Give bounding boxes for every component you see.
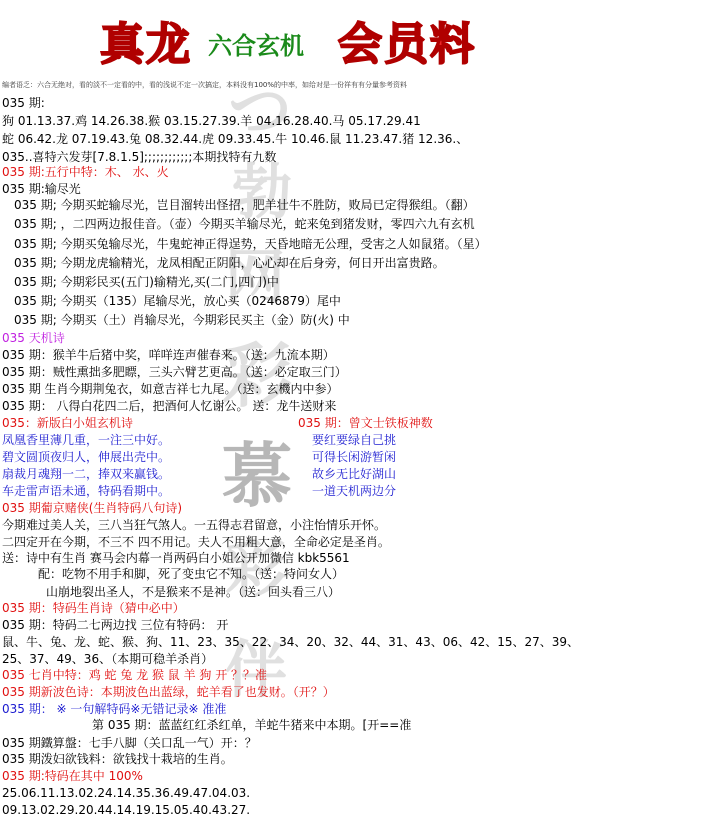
special-code-in-it-heading: 035 期:特码在其中 100% [2,769,143,783]
white-lady-poem-line-1: 凤凰香里薄几重，一注三中好。 [2,433,171,447]
zodiac-numbers-1: 狗 01.13.37.鸡 14.26.38.猴 03.15.27.39.羊 04.16.28.40.马 05.17.29.41 [2,114,421,128]
one-sentence-code-line: 第 035 期：蓝蓝红红杀红单，羊蛇牛猪来中本期。[开==准 [92,718,412,732]
white-lady-poem-heading: 035：新版白小姐玄机诗 [2,416,133,430]
special-tail-line: 035..喜特六发芽[7.8.1.5];;;;;;;;;;;;本期找特有九数 [2,150,277,164]
lose-all-line-7: 035 期; 今期买（土）肖输尽光，今期彩民买主（金）防(火) 中 [14,313,350,327]
white-lady-poem-line-2: 碧文圆顶夜归人，伸展出壳中。 [2,450,171,464]
tianji-poem-line-1: 035 期：猴羊牛后猪中奖，咩咩连声催春来。（送：九流本期） [2,348,335,362]
watermark-1: つ [228,74,292,149]
zeng-poem-line-3: 故乡无比好湖山 [312,467,397,481]
lose-all-line-2: 035 期; ，二四两边报佳音。（壶）今期买羊输尽光，蛇来兔到猪发财，零四六九有玄机 [14,217,475,231]
number-list-2: 09.13.02.29.20.44.14.19.15.05.40.43.27. [2,803,251,817]
five-elements-line: 035 期:五行中特：木、 水、火 [2,165,169,179]
zeng-poem-heading: 035 期：曾文士铁板神数 [298,416,433,430]
issue-label: 035 期: [2,96,45,110]
tianji-poem-heading: 035 天机诗 [2,331,65,345]
tianji-poem-line-3: 035 期 生肖今期荆兔衣，如意吉祥七九尾。（送：玄機内中参） [2,382,339,396]
macau-poem-line-1: 今期难过美人关，三八当狂气煞人。一五得志君留意，小注怡情乐开怀。 [2,518,387,532]
lose-all-heading: 035 期:输尽光 [2,182,81,196]
white-lady-poem-line-3: 扇裁月魂翔一二，捧双来赢钱。 [2,467,171,481]
macau-poem-line-5: 山崩地裂出圣人，不是猴来不是神。（送：回头看三八） [46,585,341,599]
lose-all-line-6: 035 期; 今期买（135）尾输尽光，放心买（0246879）尾中 [14,294,341,308]
zodiac-numbers-2: 蛇 06.42.龙 07.19.43.兔 08.32.44.虎 09.33.45.牛 10.46.鼠 11.23.47.猪 12.36.、 [2,132,469,146]
lose-all-line-1: 035 期; 今期买蛇输尽光，岂目溜转出怪招，肥羊壮牛不胜防，败局已定得猴组。（翻） [14,198,475,212]
zeng-poem-line-4: 一道天机两边分 [312,484,397,498]
watermark-6: 彩 [225,533,288,606]
special-code-poem-line-3: 25、37、49、36、（本期可稳羊杀肖） [2,652,214,666]
number-list-1: 25.06.11.13.02.24.14.35.36.49.47.04.03. [2,786,251,800]
macau-poem-line-2: 二四定开在今期，不三不 四不用记。夫人不用粗大意，全命必定是圣肖。 [2,535,390,549]
tianji-poem-line-4: 035 期： 八得白花四二后，把酒何人忆谢公。 送：龙牛送财来 [2,399,337,413]
wave-color-poem-line: 035 期新波色诗：本期波色出蓝绿，蛇羊看了也发财。（开？） [2,685,335,699]
macau-poem-line-3: 送：诗中有生肖 赛马会内幕一肖两码白小姐公开加微信 kbk5561 [2,551,350,565]
lose-all-line-5: 035 期; 今期彩民买(五门)输精光,买(二门,四门)中 [14,275,279,289]
macau-poem-line-4: 配：吃物不用手和脚，死了变虫它不知。（送：特问女人） [38,567,345,581]
watermark-4: 彩 [222,334,292,417]
watermark-7: 伴 [225,633,288,706]
title-middle: 六合玄机 [208,31,304,60]
watermark-5: 慕 [222,434,292,517]
seven-zodiac-line: 035 七肖中特：鸡 蛇 兔 龙 猴 鼠 羊 狗 开 ？？准 [2,668,268,682]
title-left: 真龙 [100,19,192,70]
white-lady-poem-line-4: 车走雷声语未通，特码看期中。 [2,484,171,498]
zeng-poem-line-2: 可得长闲游暂闲 [312,450,397,464]
one-sentence-code-heading: 035 期： ※ 一句解特码※无错记录※ 准准 [2,702,227,716]
title-right: 会员料 [338,19,476,70]
watermark-2: 勃 [232,158,292,228]
special-code-poem-heading: 035 期：特码生肖诗（猜中必中） [2,601,185,615]
special-code-poem-line-1: 035 期：特码二七两边找 三位有特码： 开 [2,618,229,632]
lose-all-line-3: 035 期; 今期买兔输尽光，牛鬼蛇神正得逞势，天昏地暗无公理，受害之人如鼠猪。（星） [14,237,487,251]
shrew-money-line: 035 期泼妇欲钱料：欲钱找十栽培的生肖。 [2,752,233,766]
watermark-3: 网 [225,243,285,313]
tianji-poem-line-2: 035 期：贼性熏拙多肥瞟，三头六臂艺更高。（送：必定取三门） [2,365,347,379]
lose-all-line-4: 035 期; 今期龙虎输精光，龙凤相配正阴阳，心心却在后身旁，何日开出富贵路。 [14,256,445,270]
header-logo [100,8,540,70]
iron-abacus-line: 035 期鐵算盤：七手八脚（关口乱一气）开：？ [2,736,257,750]
disclaimer: 编者语乏：六合无绝对，看的淡不一定看的中，看的浅说不定一次搞定，本料没有100%的中率，如给对是一份祥有有分量参考资料 [2,81,408,89]
zeng-poem-line-1: 要红要绿自己挑 [312,433,397,447]
special-code-poem-line-2: 鼠、牛、兔、龙、蛇、猴、狗、11、23、35、22、34、20、32、44、31、43、06、42、15、27、39、 [2,635,580,649]
macau-poem-heading: 035 期葡京赌侠(生肖特码八句诗) [2,501,183,515]
